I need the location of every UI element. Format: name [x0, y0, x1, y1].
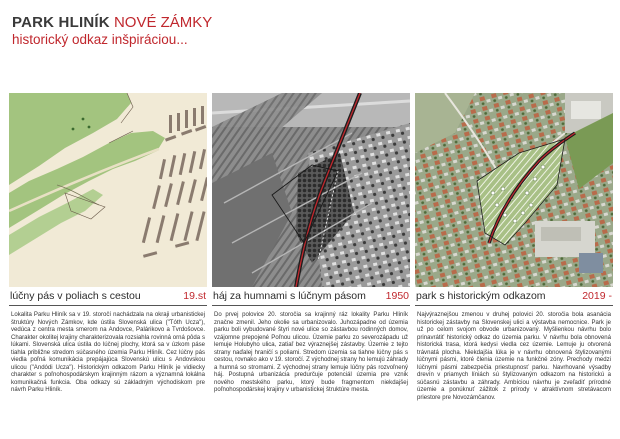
description-2019: Najvýraznejšou zmenou v druhej polovici 20. storočia bola asanácia historickej zástavby na Slovenskej ulici a výstavba nemocnice. Park je už po celom svojom obvode urbanizovaný. Myšlienkou návrhu bolo prinavrátiť historický odkaz do územia parku. V návrhu bola obnovená historická trasa, ktorá kedysi viedla cez územie. Lemuje ju otvorená trávnatá plocha. Niekdajšia lúka je v návrhu obnovená štylizovanými lúčnymi pásmi, ktoré členia územie na funkčné zóny. Prechody medzi lúčnymi pásmi zabezpečia priestupnosť parku. Navrhované výsadby drevín v priamych líniách sú štylizovaným odkazom na historickú a súčasnú zástavbu a záhrady. Ambíciou návrhu je zveľadiť prírodné územie a ponúknuť zážitok z prírody v atraktívnom stretávacom priestore pre Novozámčanov.: [417, 312, 611, 402]
orthophoto-image: [415, 93, 613, 287]
description-1950: Do prvej polovice 20. storočia sa krajinný ráz lokality Parku Hliník značne zmenil. Jeho okolie sa urbanizovalo. Juhozápadne od územia parku boli vybudované štyri nové ulice so zástavbou rodinných domov, vzájomne prepojené Poľnou ulicou. Územie parku zo severozápadu už lemuje Holubyho ulica, zatiaľ bez výraznejšej zástavby. Územie z tejto strany naďalej hraničí s poliami. Stredom územia sa tiahne lúčny pás s cestou, rovnako ako v 19. storočí. Z východnej strany ho lemujú záhrady a humná so stromami. Z východnej strany lemuje lúčny pás rozvoľnený háj. Postupná urbanizácia predurčuje potenciál územia pre vznik nového mestského parku, ktorý bude fragmentom niekdajšej poľnohospodárskej krajiny v urbanistickej štruktúre mesta.: [214, 312, 408, 394]
caption-title: park s historickým odkazom: [416, 290, 546, 302]
orthophoto-2019: [415, 93, 613, 287]
caption-2019: [415, 290, 613, 306]
caption-19th-century: [9, 290, 207, 306]
aerial-photo-image: [212, 93, 410, 287]
title-city: NOVÉ ZÁMKY: [113, 14, 213, 31]
caption-year: 2019 -: [582, 290, 612, 302]
page-subtitle: historický odkaz inšpiráciou...: [12, 32, 188, 47]
historical-map-19th-century: [9, 93, 207, 287]
page-header: [12, 14, 212, 48]
title-park-name: PARK HLINÍK: [12, 14, 110, 31]
caption-year: 19.st: [183, 290, 206, 302]
description-19th-century: Lokalita Parku Hliník sa v 19. storočí nachádzala na okraji urbanistickej štruktúry Nových Zámkov, kde ústila Slovenská ulica ("Tóth Ucza"), vedúca z centra mesta smerom na Andovce, Palárikovo a Tvrdošovce. Charakter okolitej krajiny charakterizovala rozsiahla rovinná orná pôda s lúkami. Slovenská ulica ústila do lúčnej plochy, ktorá sa v úzkom páse tiahla približne stredom súčasného územia Parku Hliník. Cez lúčny pás viedla poľná komunikácia prepájajúca Slovenskú ulicu s Andovskou ulicou ("Andódi Ucza"). Historickým odkazom Parku Hliník je vidiecky charakter s poľnohospodárskym krajinným rázom a významná lokálna komunikačná funkcia. Oba odkazy sú základným východiskom pre návrh Parku Hliník.: [11, 312, 205, 394]
page-title: [12, 14, 212, 31]
caption-title: lúčny pás v poliach s cestou: [10, 290, 141, 302]
caption-year: 1950: [385, 290, 409, 302]
caption-title: háj za humnami s lúčnym pásom: [213, 290, 366, 302]
caption-1950: [212, 290, 410, 306]
historical-map-image: [9, 93, 207, 287]
aerial-photo-1950: [212, 93, 410, 287]
